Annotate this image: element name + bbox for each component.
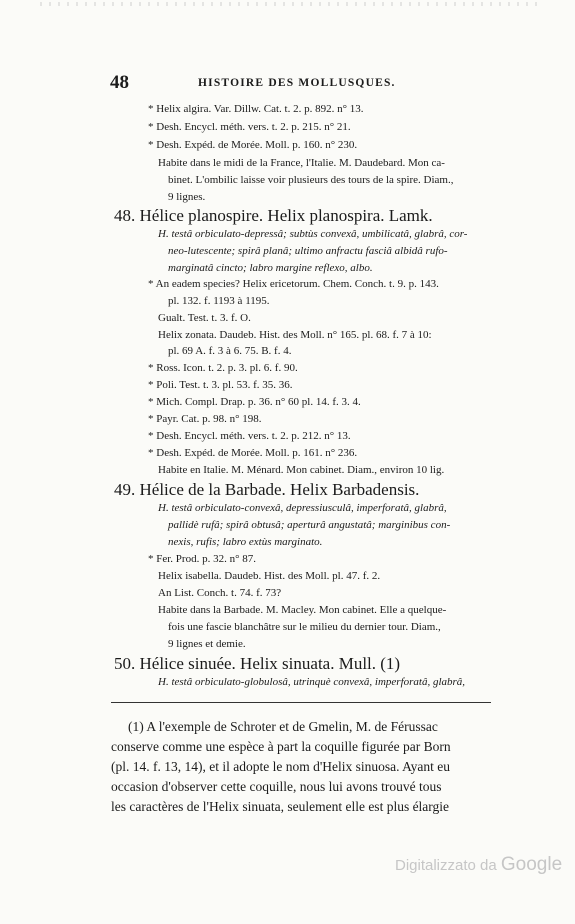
latin-diagnosis: H. testâ orbiculato-globulosâ, utrinquè convexâ, imperforatâ, glabrâ,: [158, 676, 466, 688]
text-line: 9 lignes et demie.: [168, 638, 246, 650]
footnote-line: occasion d'observer cette coquille, nous lui avons trouvé tous: [111, 779, 442, 794]
text-line: * Desh. Encycl. méth. vers. t. 2. p. 212. n° 13.: [148, 430, 351, 442]
text-line: 9 lignes.: [168, 191, 206, 203]
text-line: pl. 132. f. 1193 à 1195.: [168, 295, 270, 307]
latin-diagnosis: nexis, rufis; labro extùs marginato.: [168, 536, 323, 548]
watermark-brand: Google: [500, 854, 563, 875]
text-line: * Payr. Cat. p. 98. n° 198.: [148, 413, 262, 425]
species-heading: 48. Hélice planospire. Helix planospira. Lamk.: [114, 206, 433, 225]
text-line: Helix zonata. Daudeb. Hist. des Moll. n° 165. pl. 68. f. 7 à 10:: [158, 329, 432, 341]
text-line: pl. 69 A. f. 3 à 6. 75. B. f. 4.: [168, 345, 292, 357]
text-line: binet. L'ombilic laisse voir plusieurs des tours de la spire. Diam.,: [168, 174, 454, 186]
page-number: 48: [110, 72, 129, 93]
page-header: [110, 72, 490, 96]
text-line: Helix isabella. Daudeb. Hist. des Moll. pl. 47. f. 2.: [158, 570, 381, 582]
latin-diagnosis: H. testâ orbiculato-depressâ; subtùs convexâ, umbilicatâ, glabrâ, cor-: [158, 228, 468, 240]
scan-artifacts: [40, 2, 540, 6]
text-line: * Ross. Icon. t. 2. p. 3. pl. 6. f. 90.: [148, 362, 298, 374]
text-line: Habite dans le midi de la France, l'Italie. M. Daudebard. Mon ca-: [158, 157, 445, 169]
text-line: Habite en Italie. M. Ménard. Mon cabinet. Diam., environ 10 lig.: [158, 464, 445, 476]
watermark-prefix: Digitalizzato da: [395, 857, 497, 874]
footnote-line: les caractères de l'Helix sinuata, seulement elle est plus élargie: [111, 799, 450, 814]
latin-diagnosis: H. testâ orbiculato-convexâ, depressiusculâ, imperforatâ, glabrâ,: [158, 502, 447, 514]
species-heading: 49. Hélice de la Barbade. Helix Barbadensis.: [114, 480, 420, 499]
footnote-line: conserve comme une espèce à part la coquille figurée par Born: [111, 739, 451, 754]
species-heading: 50. Hélice sinuée. Helix sinuata. Mull. (1): [114, 654, 401, 673]
footnote-divider: [111, 702, 491, 703]
text-line: Gualt. Test. t. 3. f. O.: [158, 312, 251, 324]
text-line: An List. Conch. t. 74. f. 73?: [158, 587, 282, 599]
text-line: fois une fascie blanchâtre sur le milieu du dernier tour. Diam.,: [168, 621, 441, 633]
latin-diagnosis: marginatâ cincto; labro margine reflexo, albo.: [168, 262, 373, 274]
text-line: Habite dans la Barbade. M. Macley. Mon cabinet. Elle a quelque-: [158, 604, 447, 616]
text-line: * Poli. Test. t. 3. pl. 53. f. 35. 36.: [148, 379, 293, 391]
digitization-watermark: [395, 854, 562, 876]
text-line: * Desh. Expéd. de Morée. Moll. p. 161. n° 236.: [148, 447, 358, 459]
running-title: HISTOIRE DES MOLLUSQUES.: [198, 77, 396, 89]
text-line: * Desh. Encycl. méth. vers. t. 2. p. 215. n° 21.: [148, 121, 351, 133]
footnote-line: (1) A l'exemple de Schroter et de Gmelin, M. de Férussac: [128, 719, 438, 734]
text-line: * Mich. Compl. Drap. p. 36. n° 60 pl. 14. f. 3. 4.: [148, 396, 361, 408]
text-line: * Fer. Prod. p. 32. n° 87.: [148, 553, 256, 565]
text-line: * Desh. Expéd. de Morée. Moll. p. 160. n° 230.: [148, 139, 358, 151]
text-line: * An eadem species? Helix ericetorum. Chem. Conch. t. 9. p. 143.: [148, 278, 439, 290]
latin-diagnosis: neo-lutescente; spirâ planâ; ultimo anfractu fasciâ albidâ rufo-: [168, 245, 448, 257]
text-line: * Helix algira. Var. Dillw. Cat. t. 2. p. 892. n° 13.: [148, 103, 364, 115]
footnote-line: (pl. 14. f. 13, 14), et il adopte le nom d'Helix sinuosa. Ayant eu: [111, 759, 451, 774]
latin-diagnosis: pallidè rufâ; spirâ obtusâ; aperturâ angustatâ; marginibus con-: [168, 519, 451, 531]
